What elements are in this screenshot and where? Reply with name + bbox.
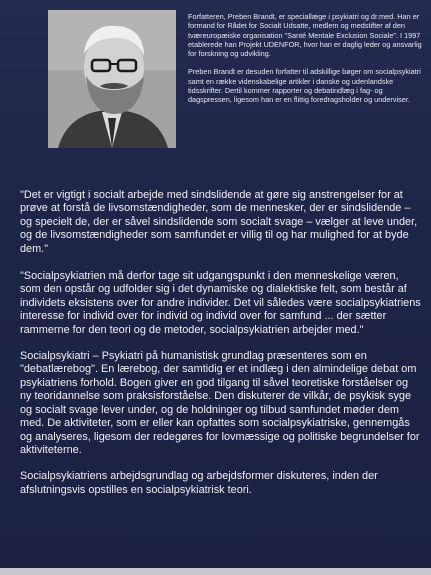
author-bio	[188, 12, 424, 114]
page-edge	[0, 568, 431, 575]
author-photo	[48, 10, 176, 148]
blurb-quote: "Det er vigtigt i socialt arbejde med sindslidende at gøre sig anstrengelser for at prøve at forstå de livsomstændigheder, som de mennesker, der er sindslidende – og specielt de, der er såvel sindslidende som socialt svage – vælger at leve under, og de livsomstændigheder som samfundet er villig til og har mulighed for at byde dem."	[20, 189, 418, 255]
blurb-quote: "Socialpsykiatrien må derfor tage sit udgangspunkt i den menneskelige væren, som den opstår og udfolder sig i det dynamiske og dialektiske felt, som består af individets eksistens over for andre individer. Det vil således være socialpsykiatriens interesse for individ over for individ og individ over for samfund ... der sætter rammerne for den teori og de metoder, socialpsykiatrien arbejder med."	[20, 270, 421, 336]
cover-blurb	[20, 189, 422, 510]
blurb-paragraph: Socialpsykiatriens arbejdsgrundlag og arbejdsformer diskuteres, inden der afslutningsvis opstilles en socialpsykiatrisk teori.	[20, 470, 378, 496]
author-bio-paragraph: Preben Brandt er desuden forfatter til adskillige bøger om socialpsykiatri samt en række videnskabelige artikler i danske og udenlandske tidsskrifter. Dertil kommer rapporter og debatindlæg i fag- og dagspressen, ligesom han er en flittig foredragsholder og underviser.	[188, 67, 421, 105]
author-bio-paragraph: Forfatteren, Preben Brandt, er speciallæge i psykiatri og dr.med. Han er formand for Rådet for Socialt Udsatte, medlem og medstifter af den tværeuropæiske organisation "Santé Mentale Exclusion Sociale". I 1997 etablerede han Projekt UDENFOR, hvor han er daglig leder og ansvarlig for forskning og udvikling.	[188, 12, 422, 59]
author-portrait-image	[48, 10, 176, 148]
blurb-paragraph: Socialpsykiatri – Psykiatri på humanistisk grundlag præsenteres som en "debatlærebog". En lærebog, der samtidig er et indlæg i den almindelige debat om psykiatriens forhold. Bogen giver en god tilgang til såvel teoretiske forståelser og ny teoridannelse som praksisforståelse. Den diskuterer de vilkår, de psykisk syge og socialt svage lever under, og de holdninger og tilbud samfundet møder dem med. De aktiviteter, som er eller kan opfattes som socialpsykiatriske, gennemgås og analyseres, ligesom der redegøres for lovmæssige og politiske begrundelser for aktiviteterne.	[20, 350, 420, 456]
